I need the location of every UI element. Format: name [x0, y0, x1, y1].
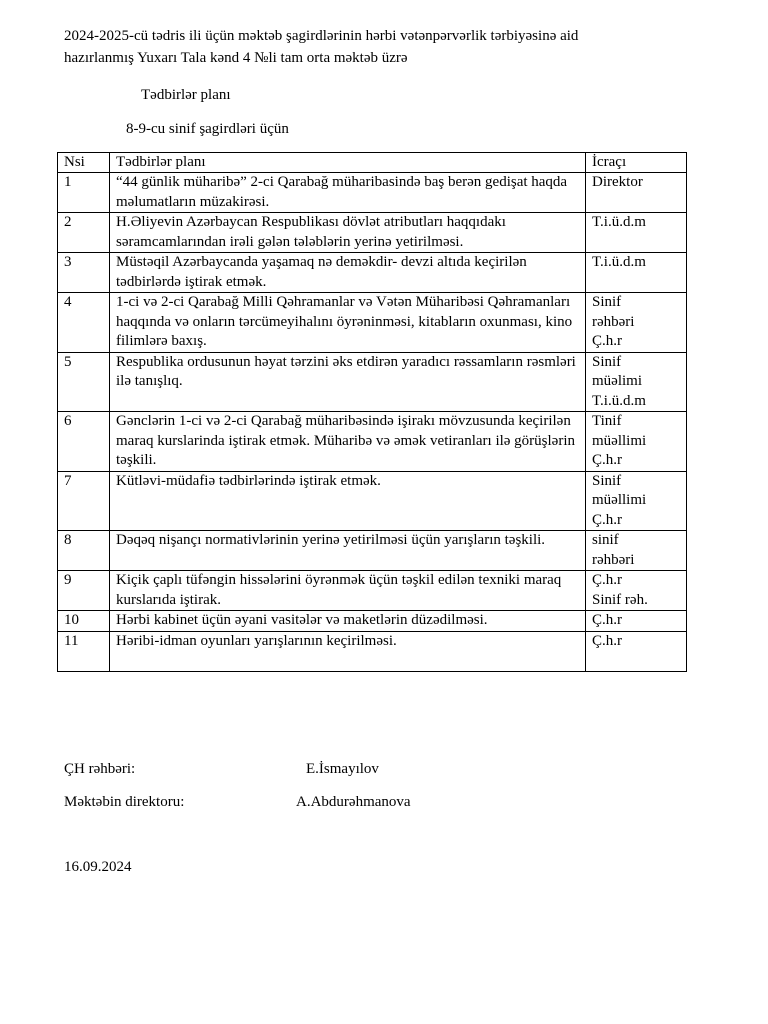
row-number: 9	[58, 571, 110, 611]
row-event: Hərbi kabinet üçün əyani vasitələr və maketlərin düzədilməsi.	[110, 611, 586, 632]
grade-heading: 8-9-cu sinif şagirdləri üçün	[126, 121, 289, 137]
row-number: 4	[58, 293, 110, 353]
table-row	[58, 173, 687, 213]
row-number: 3	[58, 253, 110, 293]
row-number: 5	[58, 352, 110, 412]
column-header-number: Nsi	[58, 153, 110, 173]
row-event: Respublika ordusunun həyat tərzini əks etdirən yaradıcı rəssamların rəsmləri ilə tanışlıq.	[110, 352, 586, 412]
row-executor: Ç.h.r	[586, 611, 687, 632]
column-header-event: Tədbirlər planı	[110, 153, 586, 173]
table-row	[58, 611, 687, 632]
row-number: 1	[58, 173, 110, 213]
row-event: 1-ci və 2-ci Qarabağ Milli Qəhramanlar və Vətən Müharibəsi Qəhramanları haqqında və onların tərcümeyihalını öyrəninməsi, kitabların oxunması, kino filimlərə baxış.	[110, 293, 586, 353]
row-number: 8	[58, 531, 110, 571]
row-event: Gənclərin 1-ci və 2-ci Qarabağ müharibəsində işirakı mövzusunda keçirilən maraq kurslarinda iştirak etmək. Müharibə və əmək vetiranları ilə görüşlərin təşkili.	[110, 412, 586, 472]
row-executor: Tinif müəllimi Ç.h.r	[586, 412, 687, 472]
row-number: 7	[58, 471, 110, 531]
row-event: Kütləvi-müdafiə tədbirlərində iştirak etmək.	[110, 471, 586, 531]
table-row	[58, 631, 687, 671]
column-header-executor: İcraçı	[586, 153, 687, 173]
school-director-name: A.Abdurəhmanova	[296, 794, 411, 810]
table-row	[58, 213, 687, 253]
row-number: 11	[58, 631, 110, 671]
row-number: 10	[58, 611, 110, 632]
row-event: Kiçik çaplı tüfəngin hissələrini öyrənmək üçün təşkil edilən texniki maraq kurslarıda iştirak.	[110, 571, 586, 611]
row-executor: Sinif rəhbəri Ç.h.r	[586, 293, 687, 353]
document-date: 16.09.2024	[64, 859, 132, 875]
row-executor: Sinif müəllimi Ç.h.r	[586, 471, 687, 531]
document-title-line-2: hazırlanmış Yuxarı Tala kənd 4 №li tam orta məktəb üzrə	[64, 50, 408, 66]
row-event: Həribi-idman oyunları yarışlarının keçirilməsi.	[110, 631, 586, 671]
row-event: “44 günlik müharibə” 2-ci Qarabağ müharibasində baş berən gedişat haqda məlumatların müzakirəsi.	[110, 173, 586, 213]
row-executor: T.i.ü.d.m	[586, 213, 687, 253]
row-executor: T.i.ü.d.m	[586, 253, 687, 293]
school-director-label: Məktəbin direktoru:	[64, 794, 185, 810]
table-row	[58, 412, 687, 472]
document-subtitle: Tədbirlər planı	[141, 87, 231, 103]
row-executor: Direktor	[586, 173, 687, 213]
table-header-row	[58, 153, 687, 173]
row-executor: sinif rəhbəri	[586, 531, 687, 571]
document-title-line-1: 2024-2025-cü tədris ili üçün məktəb şagirdlərinin hərbi vətənpərvərlik tərbiyəsinə aid	[64, 28, 579, 44]
row-executor: Ç.h.r	[586, 631, 687, 671]
row-executor: Ç.h.r Sinif rəh.	[586, 571, 687, 611]
row-number: 2	[58, 213, 110, 253]
row-number: 6	[58, 412, 110, 472]
table-row	[58, 352, 687, 412]
row-event: Dəqəq nişançı normativlərinin yerinə yetirilməsi üçün yarışların təşkili.	[110, 531, 586, 571]
table-row	[58, 253, 687, 293]
row-event: Müstəqil Azərbaycanda yaşamaq nə deməkdir- devzi altıda keçirilən tədbirlərdə iştirak etmək.	[110, 253, 586, 293]
row-executor: Sinif müəlimi T.i.ü.d.m	[586, 352, 687, 412]
ch-head-name: E.İsmayılov	[306, 761, 379, 777]
table-row	[58, 471, 687, 531]
table-row	[58, 571, 687, 611]
ch-head-label: ÇH rəhbəri:	[64, 761, 136, 777]
row-event: H.Əliyevin Azərbaycan Respublikası dövlət atributları haqqıdakı səramcamlarından irəli gələn tələblərin yerinə yetirilməsi.	[110, 213, 586, 253]
table-row	[58, 293, 687, 353]
table-row	[58, 531, 687, 571]
events-plan-table	[57, 152, 687, 672]
